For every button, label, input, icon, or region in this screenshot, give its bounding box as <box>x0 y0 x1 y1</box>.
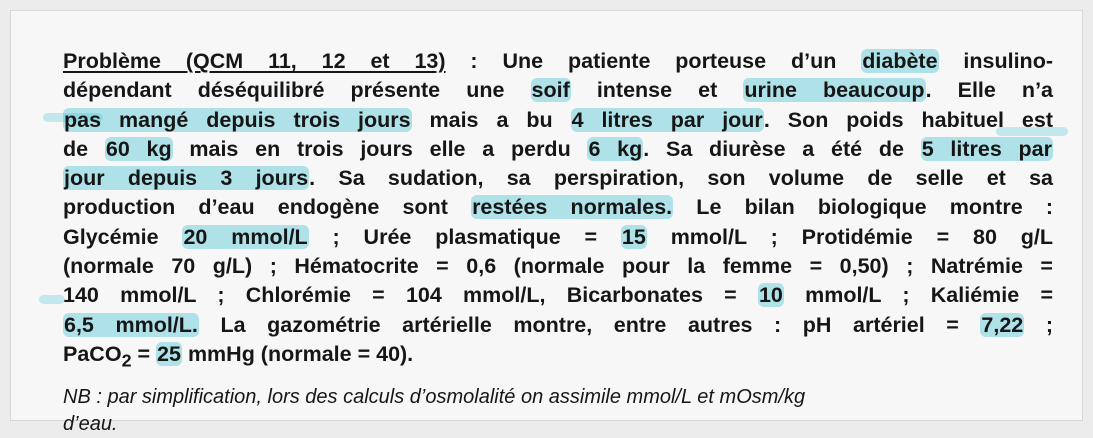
text-segment: . Elle n’a <box>925 78 1054 103</box>
text-segment: mmol/L ; Kaliémie = <box>783 283 1053 308</box>
text-segment: Glycémie <box>63 224 183 249</box>
subscript: 2 <box>121 350 132 371</box>
paragraph-line <box>63 193 1053 222</box>
text-segment: mais en trois jours elle a perdu <box>172 136 588 161</box>
highlighted-text: 6 kg <box>588 136 643 161</box>
highlighted-text: pas mangé depuis trois jours <box>64 107 411 132</box>
highlighted-text: 25 <box>157 341 181 366</box>
highlighted-text: 20 mmol/L <box>183 224 308 249</box>
text-segment: 140 mmol/L ; Chlorémie = 104 mmol/L, Bicarbonates = <box>63 283 758 308</box>
paragraph-line <box>63 311 1053 340</box>
text-segment: PaCO <box>63 341 122 366</box>
paragraph-line <box>63 106 1053 135</box>
text-segment: La gazométrie artérielle montre, entre autres : pH artériel = <box>198 312 981 337</box>
paragraph-line <box>63 76 1053 105</box>
paragraph-line <box>63 252 1053 281</box>
text-segment: mmHg (normale = 40). <box>181 341 414 366</box>
text-segment: ; Urée plasmatique = <box>308 224 621 249</box>
text-segment: insulino- <box>938 49 1053 73</box>
highlighted-text: 6,5 mmol/L. <box>64 312 198 337</box>
highlighted-text: 7,22 <box>981 312 1024 337</box>
highlighted-text: 60 kg <box>105 136 172 161</box>
paragraph-line <box>63 164 1053 193</box>
paragraph-line <box>63 281 1053 310</box>
text-segment: dépendant déséquilibré présente une <box>63 78 531 103</box>
text-segment: . Son poids habituel est <box>763 107 1053 132</box>
highlighted-text: urine beaucoup <box>744 78 925 103</box>
highlighted-text: restées normales. <box>472 195 673 220</box>
paragraph-line <box>63 47 1053 76</box>
highlighted-text: 5 litres par <box>921 136 1052 161</box>
highlighted-text: 15 <box>621 224 646 249</box>
problem-heading: Problème (QCM 11, 12 et 13) <box>63 49 446 73</box>
note-line: d’eau. <box>63 412 118 435</box>
problem-statement <box>63 47 1053 438</box>
problem-paragraph <box>63 47 1053 376</box>
text-segment: (normale 70 g/L) ; Hématocrite = 0,6 (normale pour la femme = 0,50) ; Natrémie = <box>63 254 1053 279</box>
text-segment: production d’eau endogène sont <box>63 195 472 220</box>
paragraph-line <box>63 340 1053 376</box>
highlighted-text: diabète <box>862 49 938 73</box>
highlighted-text: soif <box>531 78 570 103</box>
text-segment: = <box>131 341 157 366</box>
text-segment: : Une patiente porteuse d’un <box>445 49 862 73</box>
highlighter-stroke <box>39 295 65 304</box>
text-segment: mmol/L ; Protidémie = 80 g/L <box>646 224 1053 249</box>
simplification-note <box>63 384 1053 438</box>
text-segment: ; <box>1024 312 1053 337</box>
highlighted-text: jour depuis 3 jours <box>64 166 309 191</box>
text-segment: . Sa diurèse a été de <box>643 136 921 161</box>
note-line: NB : par simplification, lors des calculs d’osmolalité on assimile mmol/L et mOsm/kg <box>63 385 806 408</box>
paragraph-line <box>63 135 1053 164</box>
text-segment: intense et <box>570 78 744 103</box>
text-segment: mais a bu <box>411 107 571 132</box>
document-frame <box>10 10 1083 435</box>
highlighted-text: 4 litres par jour <box>571 107 763 132</box>
text-segment: de <box>63 136 105 161</box>
text-segment: Le bilan biologique montre : <box>673 195 1053 220</box>
paragraph-line <box>63 223 1053 252</box>
highlighted-text: 10 <box>758 283 783 308</box>
text-segment: . Sa sudation, sa perspiration, son volume de selle et sa <box>309 166 1053 191</box>
